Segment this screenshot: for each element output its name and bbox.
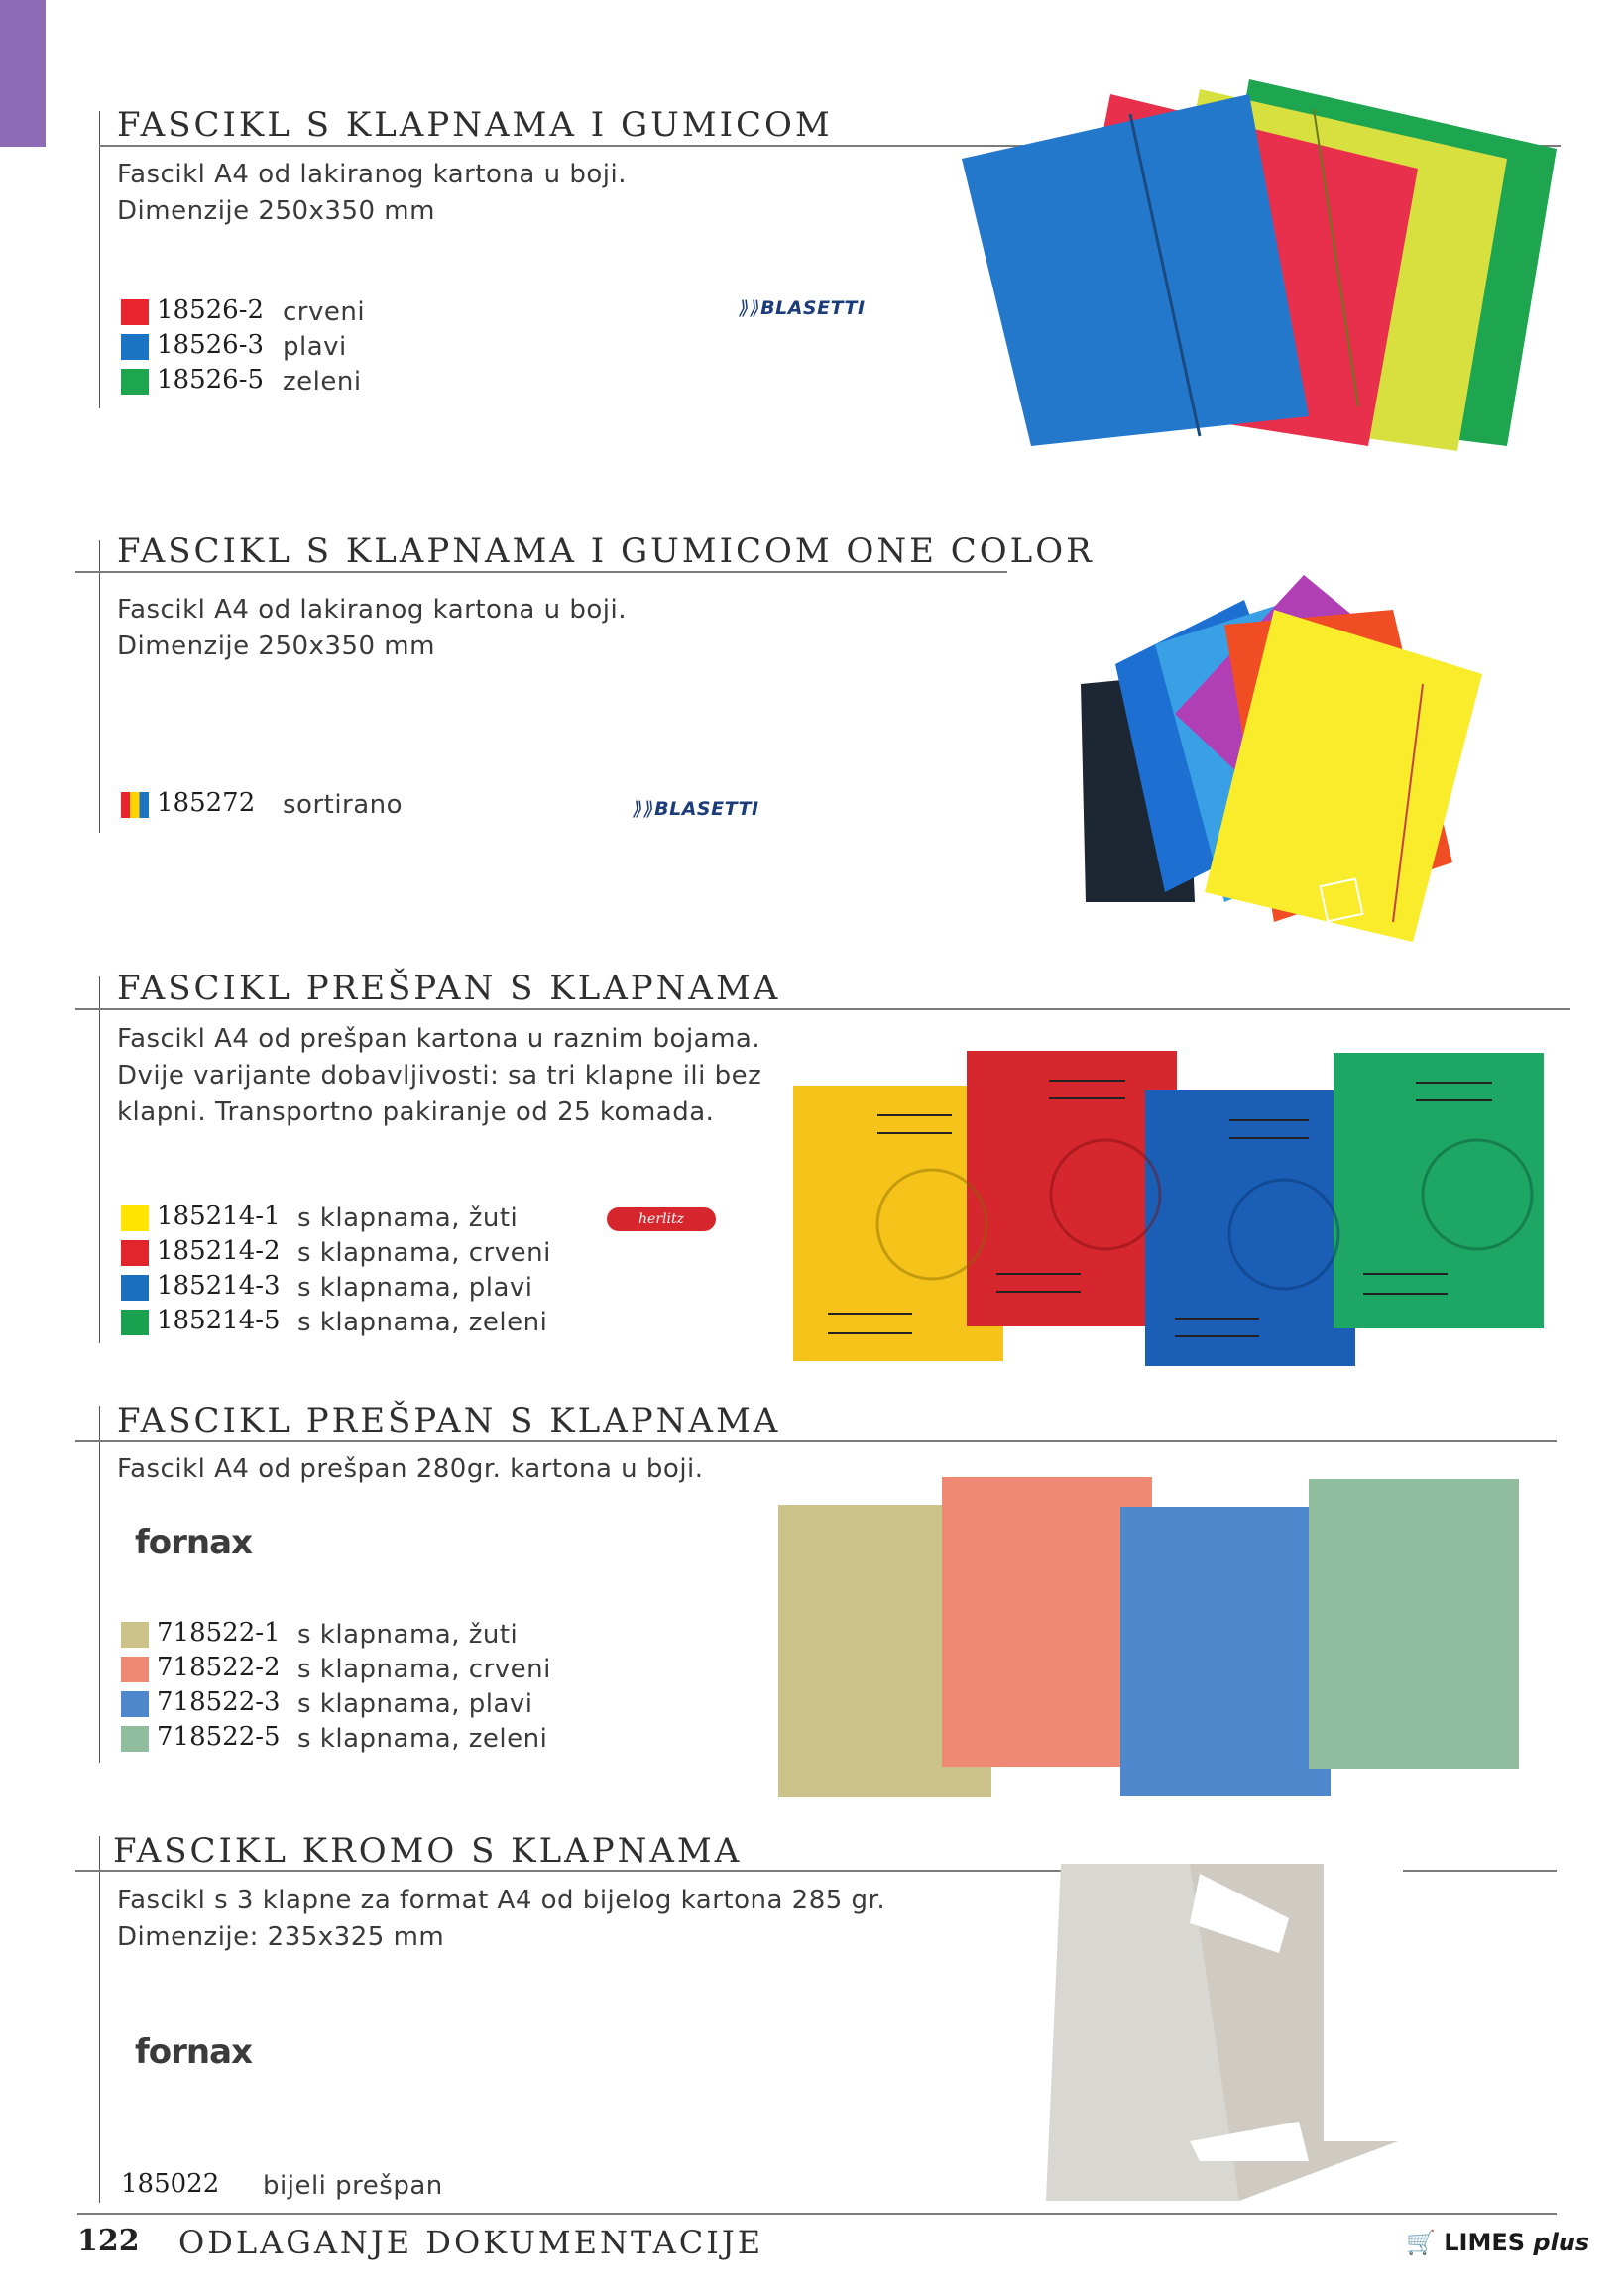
product-image-folders [778,1477,1522,1804]
color-swatch [121,1622,149,1648]
section-title: FASCIKL PREŠPAN S KLAPNAMA [117,1401,781,1440]
color-swatch [121,334,149,360]
footer-title: ODLAGANJE DOKUMENTACIJE [178,2224,764,2261]
cart-icon: 🛒 [1406,2229,1436,2256]
color-swatch-multi [121,792,149,818]
color-swatch [121,1657,149,1682]
section-description: Fascikl s 3 klapne za format A4 od bijelog kartona 285 gr. Dimenzije: 235x325 mm [117,1886,886,1952]
color-swatch [121,1205,149,1231]
section-tab [0,0,46,147]
section-description: Fascikl A4 od prešpan kartona u raznim bojama. Dvije varijante dobavljivosti: sa tri klapne ili bez klapni. Transportno pakiranje od 25 komada. [117,1024,762,1127]
section-title: FASCIKL PREŠPAN S KLAPNAMA [117,969,781,1008]
brand-logo-fornax: fornax [135,2032,252,2072]
product-image-folders [952,69,1566,456]
brand-logo-blasetti: ⟫⟫BLASETTI [739,297,866,319]
color-swatch [121,1691,149,1717]
page-number: 122 [77,2224,140,2258]
product-image-folders [1076,565,1482,962]
color-swatch [121,299,149,325]
brand-logo-fornax: fornax [135,1523,252,1562]
product-image-folders [793,1046,1566,1373]
color-swatch [121,1240,149,1266]
color-swatch [121,1726,149,1752]
section-title: FASCIKL S KLAPNAMA I GUMICOM [117,105,833,145]
brand-logo-blasetti: ⟫⟫BLASETTI [633,798,759,820]
color-swatch [121,369,149,395]
section-description: Fascikl A4 od prešpan 280gr. kartona u boji. [117,1454,704,1484]
brand-logo-herlitz: herlitz [607,1207,716,1231]
section-description: Fascikl A4 od lakiranog kartona u boji. Dimenzije 250x350 mm [117,160,627,226]
section-title: FASCIKL S KLAPNAMA I GUMICOM ONE COLOR [117,531,1095,571]
section-description: Fascikl A4 od lakiranog kartona u boji. Dimenzije 250x350 mm [117,595,627,661]
product-image-folder-white [1041,1864,1418,2211]
color-swatch [121,1275,149,1301]
footer-divider [77,2213,1557,2215]
section-title: FASCIKL KROMO S KLAPNAMA [113,1831,743,1871]
brand-logo-limes-plus: 🛒 LIMES plus [1406,2229,1590,2256]
color-swatch [121,1310,149,1335]
